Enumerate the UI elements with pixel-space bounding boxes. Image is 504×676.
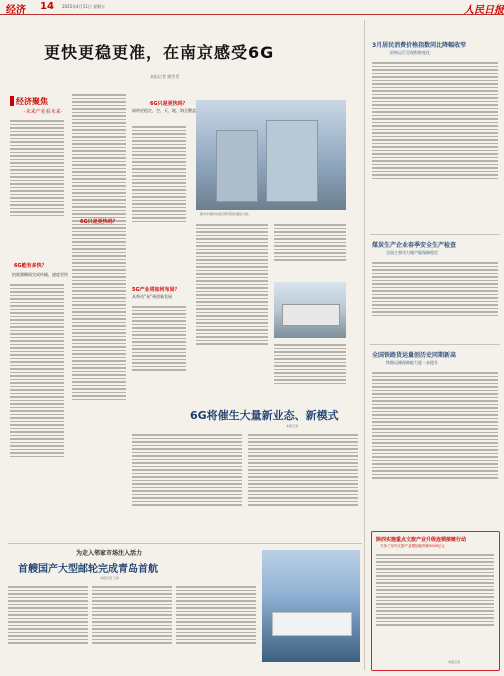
section-1-title: 6G能有多快？ xyxy=(14,263,47,269)
right-low-headline: 全国铁路货运量创历史同期新高 xyxy=(372,352,457,359)
side-marker xyxy=(10,96,14,106)
section-2-title: 6G只是更快吗？ xyxy=(150,101,188,107)
column-3-text-2 xyxy=(132,304,186,400)
section-3-subtitle: 从带动“星”到创新发展 xyxy=(132,294,173,299)
highlighted-text xyxy=(376,552,494,656)
column-1-text-2 xyxy=(10,282,64,540)
lead-byline: 本报记者 姚雪青 xyxy=(150,74,180,79)
highlighted-headline[interactable]: 陕西实施重点文旅产业升级连锁接链行动 xyxy=(376,537,467,543)
column-5-text-2 xyxy=(274,342,346,402)
bottom-byline: 本报记者 王沛 xyxy=(100,576,119,580)
newspaper-logo: 人民日报 xyxy=(464,5,504,16)
building-shape xyxy=(216,130,258,202)
right-mid-headline: 煤炭生产企业春季安全生产检查 xyxy=(372,242,457,249)
column-4-text xyxy=(196,222,268,402)
column-5-text xyxy=(274,222,346,278)
right-low-subheadline: 铁路运输保障能力进一步提升 xyxy=(386,360,438,365)
section-sub-title: 6G只是更快吗？ xyxy=(80,219,118,225)
column-3-text xyxy=(132,124,186,264)
section-1-subtitle: 拍视频瞬间完成传输，速度更快 xyxy=(12,272,68,277)
section-name: 经济 xyxy=(6,5,26,16)
ship-shape xyxy=(272,612,352,636)
highlighted-byline: 本报记者 xyxy=(448,660,461,664)
photo-caption: 图为中国移动南京研究院和通信大楼。 xyxy=(200,212,252,216)
side-title: 经济聚焦 xyxy=(16,97,48,106)
right-divider xyxy=(370,344,500,345)
bottom-text-2 xyxy=(92,584,172,670)
section-divider xyxy=(8,543,362,544)
side-subtitle: ·未来产业看未来· xyxy=(24,109,63,115)
middle-text-1 xyxy=(132,432,242,540)
building-shape xyxy=(266,120,318,202)
right-low-text xyxy=(372,370,498,526)
middle-text-2 xyxy=(248,432,358,540)
right-top-text xyxy=(372,60,498,230)
bottom-text-1 xyxy=(8,584,88,670)
right-top-headline: 3月居民消费价格指数同比降幅收窄 xyxy=(372,42,467,49)
column-divider xyxy=(364,20,365,670)
middle-headline: 6G将催生大量新业态、新模式 xyxy=(190,409,339,422)
bottom-kicker: 为走入邻家市场注入活力 xyxy=(76,550,143,557)
bottom-text-3 xyxy=(176,584,256,670)
page-number: 14 xyxy=(40,1,54,12)
issue-date: 2025年4月11日 星期五 xyxy=(62,4,106,9)
column-2-text xyxy=(72,92,126,540)
bottom-headline: 首艘国产大型邮轮完成青岛首航 xyxy=(18,564,158,575)
lead-photo xyxy=(196,100,346,210)
lead-headline: 更快更稳更准，在南京感受6G xyxy=(44,43,275,62)
right-mid-text xyxy=(372,260,498,340)
cruise-ship-photo xyxy=(262,550,360,662)
vehicle-shape xyxy=(282,304,340,326)
section-2-subtitle: 网络更稳定，空、天、地、海全覆盖 xyxy=(132,108,196,113)
right-divider xyxy=(370,234,500,235)
vehicle-photo xyxy=(274,282,346,338)
highlighted-subheadline: 力争三年内文旅产业增加值突破3000亿元 xyxy=(380,544,445,548)
right-top-subheadline: 价格运行呈现积极变化 xyxy=(390,50,430,55)
column-1-text xyxy=(10,118,64,258)
middle-byline: 本报记者 xyxy=(286,424,299,428)
right-mid-subheadline: 全国主要动力煤产能保障稳定 xyxy=(386,250,438,255)
section-3-title: 5G产业将如何布局？ xyxy=(132,287,180,293)
